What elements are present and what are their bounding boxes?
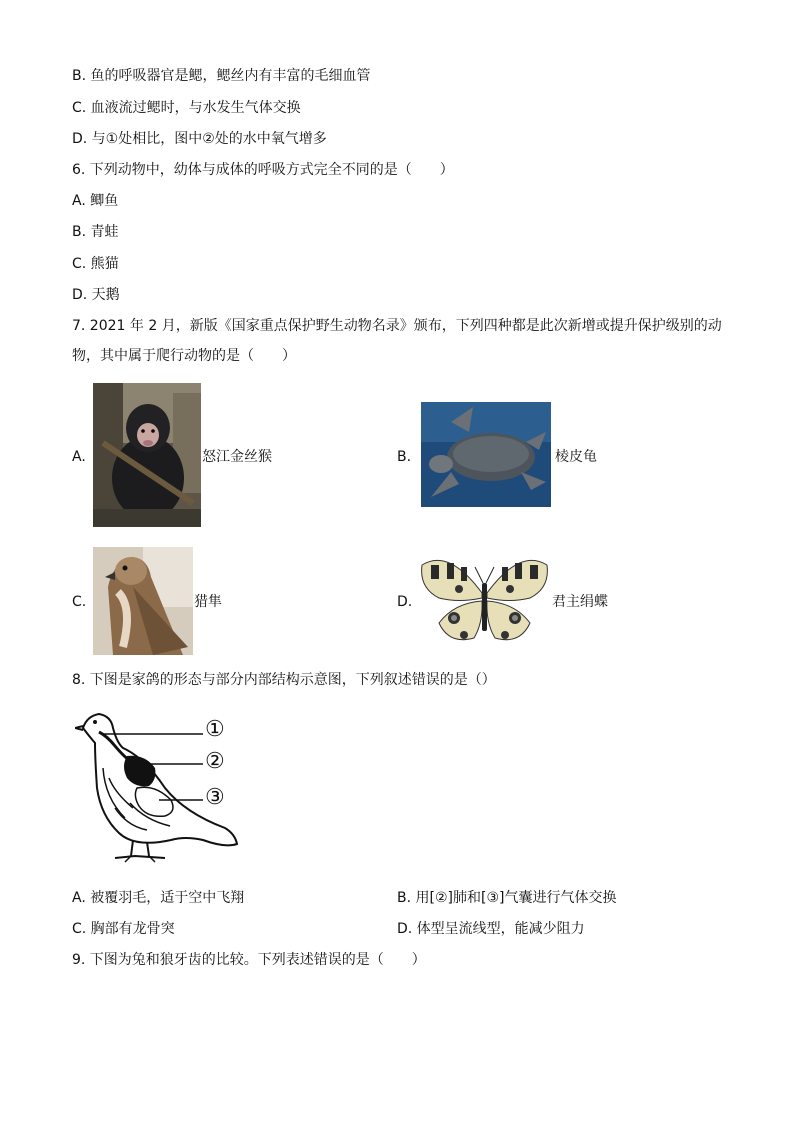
q9-stem: 9. 下图为兔和狼牙齿的比较。下列表述错误的是（ ） (72, 952, 426, 968)
q7-option-d-label: D. (397, 594, 413, 610)
q6-option-a: A. 鲫鱼 (72, 193, 119, 209)
diagram-label-1: ① (205, 717, 225, 742)
q6-stem: 6. 下列动物中，幼体与成体的呼吸方式完全不同的是（ ） (72, 162, 454, 178)
butterfly-photo (419, 553, 550, 645)
q7-option-d-caption: 君主绢蝶 (552, 594, 608, 610)
q7-option-a-caption: 怒江金丝猴 (202, 449, 272, 465)
q8-stem: 8. 下图是家鸽的形态与部分内部结构示意图，下列叙述错误的是（） (72, 672, 496, 688)
q7-option-c-caption: 猎隼 (194, 594, 222, 610)
q7-stem-line1: 7. 2021 年 2 月，新版《国家重点保护野生动物名录》颁布，下列四种都是此次新增或提升保护级别的动 (72, 318, 722, 334)
q7-option-b-caption: 棱皮龟 (555, 449, 597, 465)
q8-option-d: D. 体型呈流线型，能减少阻力 (397, 921, 585, 937)
q8-option-a: A. 被覆羽毛，适于空中飞翔 (72, 890, 245, 906)
q5-option-d: D. 与①处相比，图中②处的水中氧气增多 (72, 131, 327, 147)
q7-option-a-label: A. (72, 449, 86, 465)
q7-option-b-label: B. (397, 449, 412, 465)
turtle-photo (421, 402, 551, 507)
q7-option-c-label: C. (72, 594, 87, 610)
diagram-label-3: ③ (205, 785, 225, 810)
q8-option-c: C. 胸部有龙骨突 (72, 921, 175, 937)
q6-option-d: D. 天鹅 (72, 287, 120, 303)
diagram-label-2: ② (205, 749, 225, 774)
q5-option-c: C. 血液流过鳃时，与水发生气体交换 (72, 100, 301, 116)
q7-stem-line2: 物，其中属于爬行动物的是（ ） (72, 348, 296, 364)
q6-option-b: B. 青蛙 (72, 224, 119, 240)
q6-option-c: C. 熊猫 (72, 256, 119, 272)
q5-option-b: B. 鱼的呼吸器官是鳃，鳃丝内有丰富的毛细血管 (72, 68, 371, 84)
q8-option-b: B. 用[②]肺和[③]气囊进行气体交换 (397, 890, 617, 906)
monkey-photo (93, 383, 201, 527)
falcon-photo (93, 547, 193, 655)
